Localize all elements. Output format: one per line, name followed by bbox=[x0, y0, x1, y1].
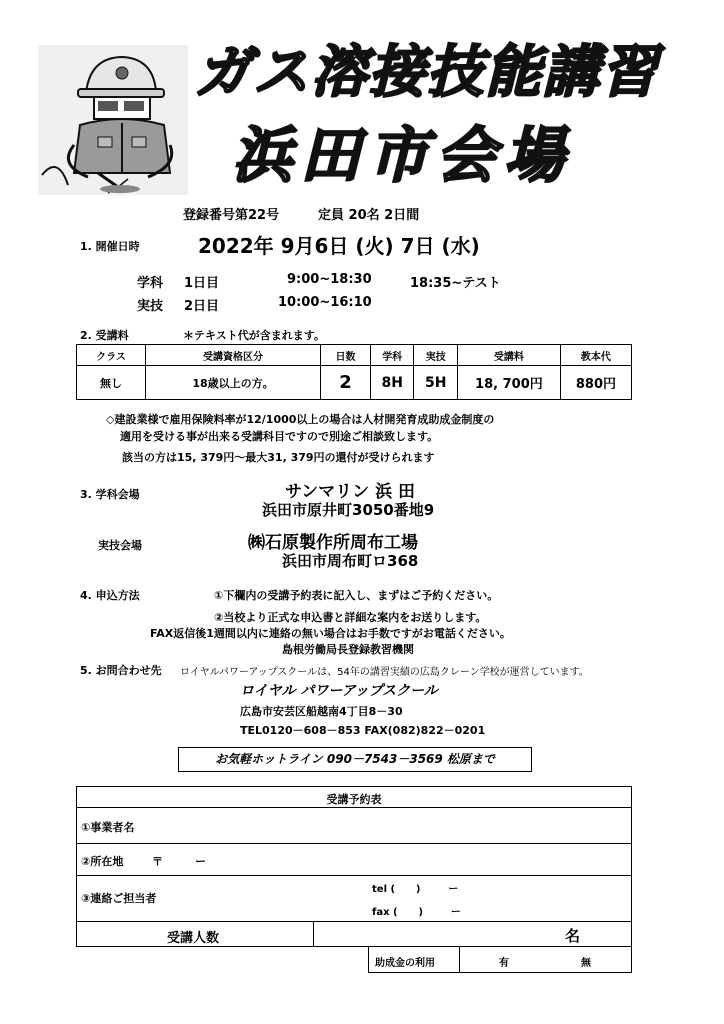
venue2-address: 浜田市周布町ロ368 bbox=[282, 552, 419, 570]
fee-qualification: 18歳以上の方。 bbox=[145, 366, 320, 400]
schedule-extra-1: 18:35~テスト bbox=[410, 276, 501, 291]
fee-textbook: 880円 bbox=[560, 366, 631, 400]
section5-label: 5. お問合わせ先 bbox=[80, 664, 162, 677]
apply-line-4: 島根労働局長登録教習機関 bbox=[282, 643, 414, 656]
form-count-label: 受講人数 bbox=[167, 931, 220, 946]
section4-label: 4. 申込方法 bbox=[80, 589, 140, 602]
section2-label: 2. 受講料 bbox=[80, 329, 129, 342]
form-address-label: ②所在地 bbox=[81, 855, 124, 868]
fax-field[interactable]: fax ( ) ー bbox=[372, 907, 461, 918]
schedule-day-1: 1日目 bbox=[184, 276, 220, 291]
school-address: 広島市安芸区船越南4丁目8－30 bbox=[240, 705, 403, 718]
capacity: 定員 20名 2日間 bbox=[318, 208, 420, 223]
form-count-unit: 名 bbox=[565, 927, 581, 945]
fee-header-lecture: 学科 bbox=[370, 345, 414, 366]
welder-illustration bbox=[38, 45, 188, 195]
count-field[interactable] bbox=[317, 923, 557, 945]
tel-field[interactable]: tel ( ) ー bbox=[372, 884, 459, 895]
fee-header-days: 日数 bbox=[321, 345, 371, 366]
fee-table bbox=[76, 344, 632, 400]
fee-table-header bbox=[77, 345, 632, 366]
section3-label: 3. 学科会場 bbox=[80, 488, 140, 501]
fee-class: 無し bbox=[77, 366, 146, 400]
subsidy-note-2: 適用を受ける事が出来る受講科目ですので別途ご相談致します。 bbox=[120, 430, 439, 443]
fee-days: 2 bbox=[321, 366, 371, 400]
form-title: 受講予約表 bbox=[326, 793, 382, 806]
apply-line-3: FAX返信後1週間以内に連絡の無い場合はお手数ですがお電話ください。 bbox=[150, 627, 511, 640]
schedule-time-2: 10:00~16:10 bbox=[278, 295, 372, 310]
venue2-name: ㈱石原製作所周布工場 bbox=[248, 533, 418, 553]
postal-mark: 〒 bbox=[152, 855, 163, 868]
school-tel-fax: TEL0120－608－853 FAX(082)822－0201 bbox=[240, 724, 486, 737]
title-line2: 浜田市会場 bbox=[232, 121, 572, 191]
section1-label: 1. 開催日時 bbox=[80, 240, 140, 253]
subsidy-note-1: ◇建設業様で雇用保険料率が12/1000以上の場合は人材開発育成助成金制度の bbox=[106, 413, 495, 426]
apply-line-2: ②当校より正式な申込書と詳細な案内をお送りします。 bbox=[214, 611, 487, 624]
subsidy-no[interactable]: 無 bbox=[581, 958, 591, 969]
registration-number: 登録番号第22号 bbox=[183, 208, 280, 223]
hotline-text: お気軽ホットライン 090－7543－3569 松原まで bbox=[215, 752, 495, 766]
subsidy-label: 助成金の利用 bbox=[375, 958, 435, 969]
subsidy-row bbox=[368, 946, 632, 973]
venue1-name: サンマリン 浜 田 bbox=[285, 482, 415, 502]
fee-header-textbook: 教本代 bbox=[560, 345, 631, 366]
schedule-time-1: 9:00~18:30 bbox=[287, 272, 372, 287]
school-name: ロイヤル パワーアップスクール bbox=[240, 683, 438, 699]
subsidy-note-3: 該当の方は15, 379円～最大31, 379円の還付が受けられます bbox=[122, 451, 435, 464]
fee-amount: 18, 700円 bbox=[457, 366, 560, 400]
schedule-day-2: 2日目 bbox=[184, 299, 220, 314]
reservation-form bbox=[76, 786, 632, 947]
fee-table-row bbox=[77, 366, 632, 400]
schedule-type-2: 実技 bbox=[137, 299, 164, 314]
fee-header-fee: 受講料 bbox=[457, 345, 560, 366]
apply-line-1: ①下欄内の受講予約表に記入し、まずはご予約ください。 bbox=[214, 589, 499, 602]
event-date: 2022年 9月6日 (火) 7日 (水) bbox=[198, 234, 480, 258]
form-contact-label: ③連絡ご担当者 bbox=[81, 892, 157, 905]
fee-header-qualification: 受講資格区分 bbox=[145, 345, 320, 366]
postal-dash: ー bbox=[195, 855, 206, 868]
contact-note: ロイヤルパワーアップスクールは、54年の講習実績の広島クレーン学校が運営しています。 bbox=[180, 667, 589, 678]
address-field[interactable] bbox=[212, 845, 629, 873]
fee-header-class: クラス bbox=[77, 345, 146, 366]
schedule-type-1: 学科 bbox=[137, 276, 164, 291]
title-line1: ガス溶接技能講習 bbox=[195, 40, 659, 105]
fee-lecture-hours: 8H bbox=[370, 366, 414, 400]
subsidy-yes[interactable]: 有 bbox=[499, 958, 509, 969]
venue1-address: 浜田市原井町3050番地9 bbox=[262, 501, 435, 519]
company-field[interactable] bbox=[167, 809, 629, 841]
fee-header-practical: 実技 bbox=[414, 345, 458, 366]
hotline-box bbox=[178, 747, 532, 772]
fee-practical-hours: 5H bbox=[414, 366, 458, 400]
form-company-label: ①事業者名 bbox=[81, 821, 135, 834]
text-fee-note: ＊テキスト代が含まれます。 bbox=[183, 329, 325, 342]
venue2-label: 実技会場 bbox=[98, 539, 142, 552]
